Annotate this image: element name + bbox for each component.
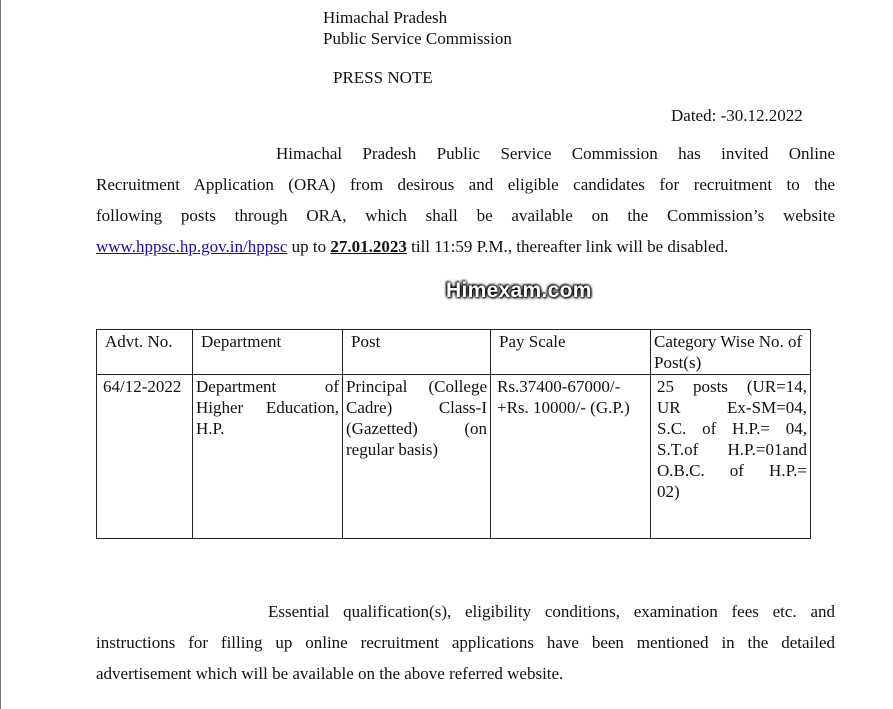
cell-advt-no: 64/12-2022 [97, 375, 193, 539]
col-header-pay-scale: Pay Scale [491, 330, 651, 375]
cell-line: +Rs. 10000/- (G.P.) [497, 398, 630, 417]
cell-line: H.P. [196, 419, 225, 438]
org-name-line1: Himachal Pradesh [323, 8, 448, 27]
cell-pay-scale [491, 375, 651, 539]
intro-text: up to [287, 237, 331, 256]
closing-line: Essential qualification(s), eligibility conditions, examination fees etc. and [268, 602, 835, 621]
cell-line: UR Ex-SM=04, [657, 398, 807, 417]
cell-line: Department of [196, 377, 339, 396]
website-link[interactable]: www.hppsc.hp.gov.in/hppsc [96, 237, 288, 256]
table-header-row [97, 330, 811, 375]
deadline-date: 27.01.2023 [330, 237, 407, 256]
header-line: Category Wise No. [654, 332, 784, 351]
watermark: Himexam.com [446, 279, 592, 302]
page-title: PRESS NOTE [333, 68, 433, 87]
col-header-post: Post [343, 330, 491, 375]
cell-line: Higher Education, [196, 398, 339, 417]
closing-paragraph [96, 596, 835, 689]
intro-paragraph [96, 138, 835, 262]
intro-line: Himachal Pradesh Public Service Commission has invited Online [276, 144, 835, 163]
intro-text: till 11:59 P.M., thereafter link will be disabled. [406, 237, 729, 256]
cell-line: Cadre) Class-I [346, 398, 487, 417]
cell-line: O.B.C. of H.P.= [657, 461, 807, 480]
intro-line: Recruitment Application (ORA) from desirous and eligible candidates for recruitment to the [96, 175, 835, 194]
page-left-edge [0, 0, 1, 709]
cell-post [343, 375, 491, 539]
closing-line: advertisement which will be available on the above referred website. [96, 664, 564, 683]
table-row [97, 375, 811, 539]
header-line: of Post(s) [654, 332, 803, 372]
cell-line: (Gazetted) (on [346, 419, 487, 438]
cell-line: Rs.37400-67000/- [497, 377, 621, 396]
cell-line: S.C. of H.P.= 04, [657, 419, 807, 438]
col-header-department: Department [193, 330, 343, 375]
cell-line: S.T.of H.P.=01and [657, 440, 807, 459]
col-header-advt: Advt. No. [97, 330, 193, 375]
intro-line [96, 231, 835, 262]
cell-line: 25 posts (UR=14, [657, 377, 807, 396]
posts-table [96, 329, 811, 539]
date-line: Dated: -30.12.2022 [671, 106, 803, 125]
cell-line: 02) [657, 482, 680, 501]
col-header-category [651, 330, 811, 375]
closing-line: instructions for filling up online recruitment applications have been mentioned in the detailed [96, 633, 835, 652]
org-name-line2: Public Service Commission [323, 29, 512, 48]
cell-line: Principal (College [346, 377, 487, 396]
cell-department [193, 375, 343, 539]
intro-line: following posts through ORA, which shall be available on the Commission’s website [96, 206, 835, 225]
cell-line: regular basis) [346, 440, 439, 459]
cell-category [651, 375, 811, 539]
